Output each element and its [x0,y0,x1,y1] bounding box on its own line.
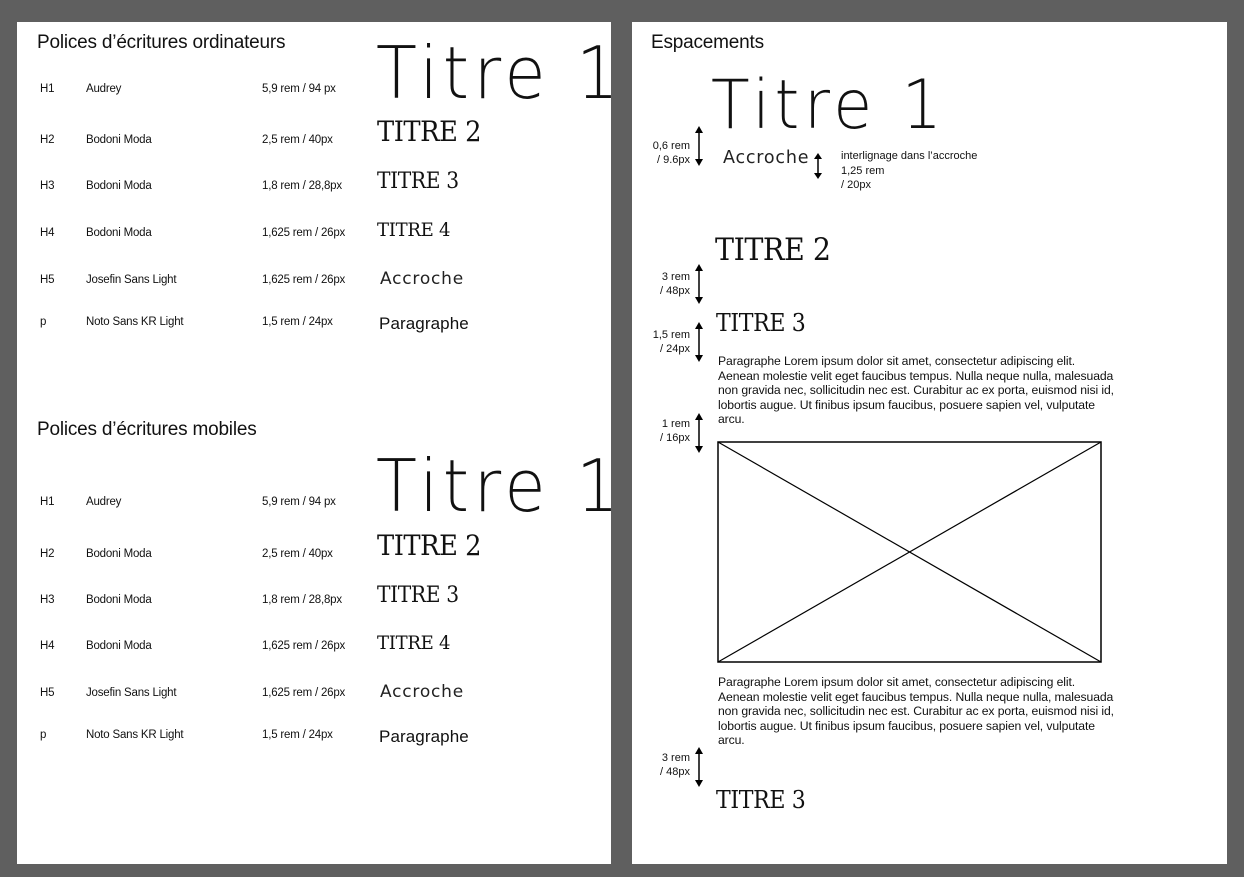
spacing-rem: 3 rem [661,271,690,283]
sample-h5: Accroche [380,269,465,289]
example-paragraph: Paragraphe Lorem ipsum dolor sit amet, consectetur adipiscing elit. Aenean molestie velit eget faucibus tempus. Nulla neque nulla, malesuada non gravida nec, sollicitudin nec est. Curabitur ac ex porta, euismod nisi id, lobortis augue. Ut finibus ipsum faucibus, posuere sapien vel, vulputate arcu. [718,354,1114,426]
mobile-fonts-title: Polices d’écritures mobiles [37,419,257,440]
font-size: 2,5 rem / 40px [262,548,333,560]
font-size: 1,5 rem / 24px [262,729,333,741]
font-name: Bodoni Moda [86,227,152,239]
example-titre-3: TITRE 3 [716,309,806,337]
example-accroche: Accroche [723,148,810,168]
spacing-px: / 48px [660,285,690,297]
tag-label: H4 [40,640,55,652]
sample-h1: Titre 1 [376,444,624,528]
tag-label: H5 [40,687,55,699]
spacing-px: / 16px [660,432,690,444]
font-size: 1,625 rem / 26px [262,274,346,286]
font-name: Bodoni Moda [86,548,152,560]
font-size: 1,8 rem / 28,8px [262,180,342,192]
tag-label: H3 [40,180,55,192]
font-name: Noto Sans KR Light [86,316,184,328]
tag-label: H3 [40,594,55,606]
spacing-px: / 48px [660,766,690,778]
spacing-note-0-6rem [653,139,690,167]
font-name: Audrey [86,83,122,95]
double-arrow-icon [694,264,704,304]
sample-h1: Titre 1 [376,31,624,115]
example-paragraph: Paragraphe Lorem ipsum dolor sit amet, consectetur adipiscing elit. Aenean molestie velit eget faucibus tempus. Nulla neque nulla, malesuada non gravida nec, sollicitudin nec est. Curabitur ac ex porta, euismod nisi id, lobortis augue. Ut finibus ipsum faucibus, posuere sapien vel, vulputate arcu. [718,675,1114,747]
line-height-px: / 20px [841,179,871,191]
tag-label: H2 [40,548,55,560]
tag-label: H5 [40,274,55,286]
spacing-title: Espacements [651,32,764,53]
font-name: Josefin Sans Light [86,274,177,286]
double-arrow-icon [694,747,704,787]
spacing-rem: 3 rem [661,752,690,764]
double-arrow-icon [694,126,704,166]
sample-h4: TITRE 4 [377,632,451,654]
line-height-label: interlignage dans l’accroche [841,150,978,162]
spacing-page [632,22,1227,864]
spacing-note-1rem [660,417,690,445]
double-arrow-icon [694,413,704,453]
font-name: Josefin Sans Light [86,687,177,699]
example-titre-2: TITRE 2 [715,232,831,268]
font-size: 1,8 rem / 28,8px [262,594,342,606]
tag-label: H1 [40,83,55,95]
example-titre-3: TITRE 3 [716,786,806,814]
spacing-rem: 0,6 rem [652,140,690,152]
double-arrow-icon [694,322,704,362]
sample-h4: TITRE 4 [377,219,451,241]
sample-h3: TITRE 3 [377,169,459,194]
line-height-note [841,149,977,193]
font-name: Bodoni Moda [86,594,152,606]
spacing-px: / 9.6px [656,154,690,166]
image-placeholder [717,441,1102,663]
font-name: Bodoni Moda [86,640,152,652]
sample-p: Paragraphe [379,314,469,333]
sample-p: Paragraphe [379,727,469,746]
sample-h2: TITRE 2 [377,529,482,562]
font-name: Bodoni Moda [86,180,152,192]
font-name: Bodoni Moda [86,134,152,146]
spacing-note-3rem [660,270,690,298]
font-name: Audrey [86,496,122,508]
font-size: 1,625 rem / 26px [262,227,346,239]
font-size: 2,5 rem / 40px [262,134,333,146]
example-titre-1: Titre 1 [711,66,947,145]
line-height-rem: 1,25 rem [841,164,885,177]
font-size: 1,625 rem / 26px [262,687,346,699]
desktop-fonts-title: Polices d’écritures ordinateurs [37,32,286,53]
tag-label: p [40,316,47,328]
sample-h3: TITRE 3 [377,583,459,608]
spacing-note-1-5rem [653,328,690,356]
sample-h2: TITRE 2 [377,115,482,148]
spacing-rem: 1 rem [661,418,690,430]
spacing-note-3rem [660,751,690,779]
spacing-px: / 24px [660,343,690,355]
tag-label: p [40,729,47,741]
font-name: Noto Sans KR Light [86,729,184,741]
font-size: 1,5 rem / 24px [262,316,333,328]
tag-label: H2 [40,134,55,146]
font-size: 5,9 rem / 94 px [262,496,336,508]
spacing-rem: 1,5 rem [652,329,690,341]
sample-h5: Accroche [380,682,465,702]
font-size: 5,9 rem / 94 px [262,83,336,95]
font-size: 1,625 rem / 26px [262,640,346,652]
tag-label: H4 [40,227,55,239]
double-arrow-icon [813,153,823,179]
tag-label: H1 [40,496,55,508]
typography-page [17,22,624,864]
